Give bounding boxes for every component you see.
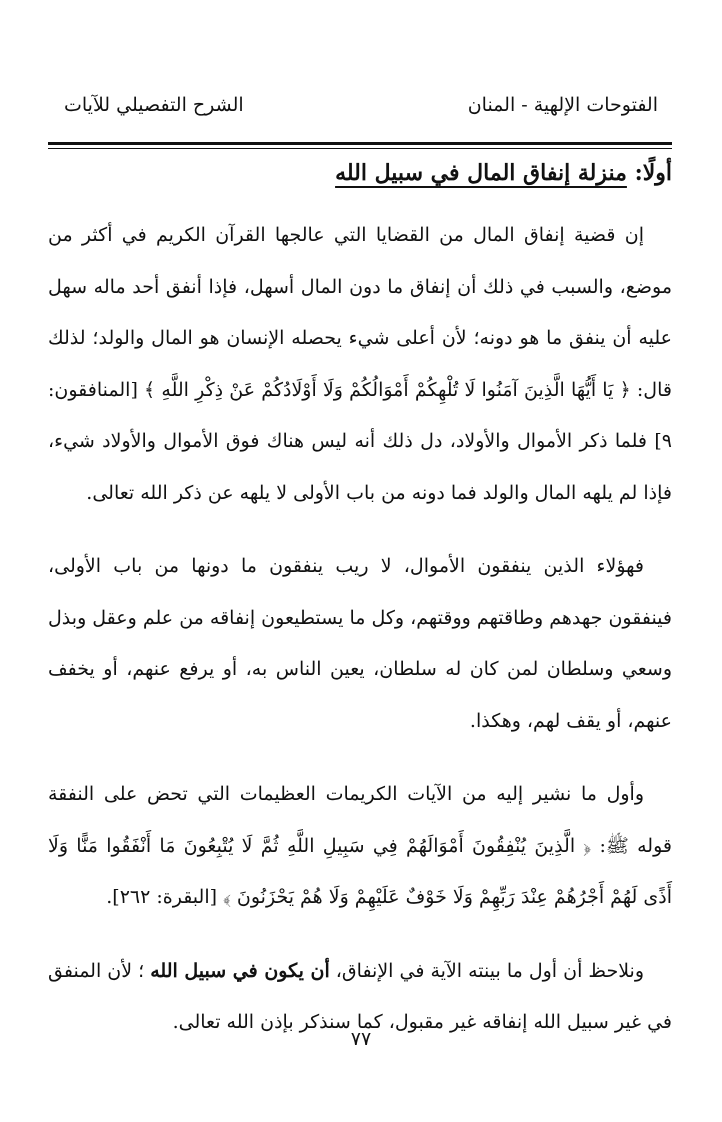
paragraph-4-before: ونلاحظ أن أول ما بينته الآية في الإنفاق، xyxy=(335,959,644,982)
running-header xyxy=(64,82,658,116)
header-book-title: الفتوحات الإلهية - المنان xyxy=(467,94,658,116)
paragraph-2: فهؤلاء الذين ينفقون الأموال، لا ريب ينفقون ما دونها من باب الأولى، فينفقون جهدهم وطاقتهم ووقتهم، وكل ما يستطيعون إنفاقه من علم وعقل وبذل وسعي وسلطان لمن كان له سلطان، يعين الناس به، أو يرفع عنهم، أو يخفف عنهم، أو يقف لهم، وهكذا. xyxy=(48,555,672,732)
header-rule-thick xyxy=(48,142,672,145)
section-heading-title: منزلة إنفاق المال في سبيل الله xyxy=(335,160,627,186)
section-heading-prefix: أولًا: xyxy=(634,160,672,186)
paragraph-4-emphasis: أن يكون في سبيل الله xyxy=(150,959,330,982)
paragraph-1: إن قضية إنفاق المال من القضايا التي عالجها القرآن الكريم في أكثر من موضع، والسبب في ذلك أن إنفاق ما دون المال أسهل، فإذا أنفق أحد ماله سهل عليه أن ينفق ما هو دونه؛ لأن أعلى شيء يحصله الإنسان هو المال والولد؛ لذلك قال: ﴿ يَا أَيُّهَا الَّذِينَ آمَنُوا لَا تُلْهِكُمْ أَمْوَالُكُمْ وَلَا أَوْلَادُكُمْ عَنْ ذِكْرِ اللَّهِ ﴾ [المنافقون: ٩] فلما ذكر الأموال والأولاد، دل ذلك أنه ليس هناك فوق الأموال والأولاد شيء، فإذا لم يلهه المال والولد فما دونه من باب الأولى لا يلهه عن ذكر الله تعالى. xyxy=(48,224,672,504)
paragraph-3: وأول ما نشير إليه من الآيات الكريمات العظيمات التي تحض على النفقة قوله ﷺ: ﴿ الَّذِينَ يُنْفِقُونَ أَمْوَالَهُمْ فِي سَبِيلِ اللَّهِ ثُمَّ لَا يُتْبِعُونَ مَا أَنْفَقُوا مَنًّا وَلَا أَذًى لَهُمْ أَجْرُهُمْ عِنْدَ رَبِّهِمْ وَلَا خَوْفٌ عَلَيْهِمْ وَلَا هُمْ يَحْزَنُونَ ﴾ [البقرة: ٢٦٢]. xyxy=(48,783,672,908)
header-section-title: الشرح التفصيلي للآيات xyxy=(64,94,244,116)
section-heading xyxy=(335,160,672,186)
header-rule-thin xyxy=(48,148,672,149)
page-number: ٧٧ xyxy=(350,1028,372,1050)
body-text xyxy=(48,210,672,1071)
paragraph-4-after: ؛ لأن المنفق في غير سبيل الله إنفاقه غير مقبول، كما سنذكر بإذن الله تعالى. xyxy=(48,959,672,1033)
